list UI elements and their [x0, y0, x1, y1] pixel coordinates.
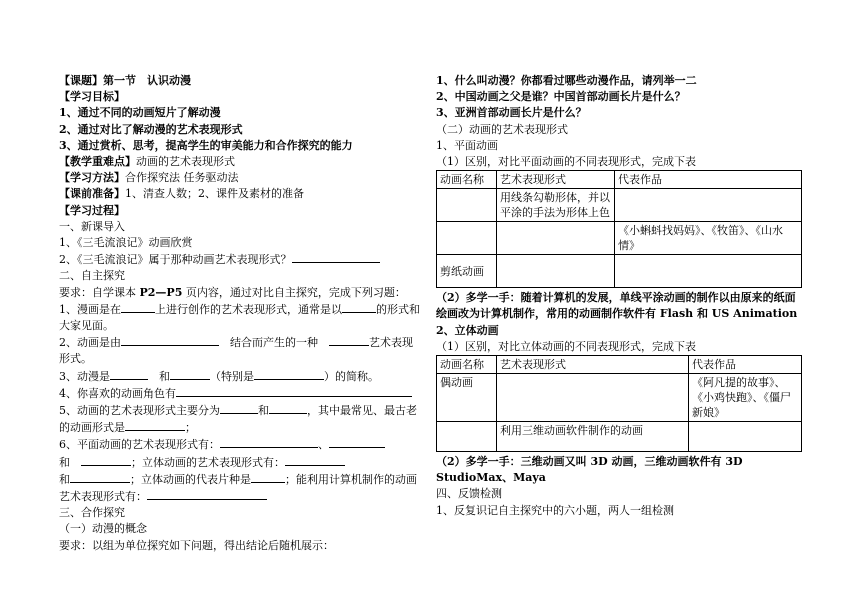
method-line	[59, 170, 421, 186]
table-cell[interactable]	[615, 255, 802, 288]
table-cell[interactable]: 剪纸动画	[437, 255, 497, 288]
prep-line	[59, 186, 421, 202]
table-header-cell: 艺术表现形式	[497, 356, 689, 374]
answer-blank[interactable]	[251, 471, 285, 483]
question-3	[59, 368, 421, 385]
question-text: 上进行创作的艺术表现形式，通常是以	[155, 302, 342, 316]
answer-blank[interactable]	[285, 454, 345, 466]
question-text: 艺术表现形式。	[59, 336, 413, 366]
question-text: 和	[258, 404, 269, 418]
answer-blank[interactable]	[254, 368, 324, 380]
answer-blank[interactable]	[121, 334, 219, 346]
keypoints-value: 动画的艺术表现形式	[136, 155, 235, 169]
table-cell[interactable]	[497, 255, 615, 288]
table-header-cell: 动画名称	[437, 356, 497, 374]
table-row	[437, 189, 802, 222]
question-text: ；	[185, 421, 196, 435]
question-5	[59, 402, 421, 436]
question-4	[59, 385, 421, 402]
flat-animation-table	[436, 170, 802, 288]
answer-blank[interactable]	[147, 488, 267, 500]
flat-table-instruction: （1）区别，对比平面动画的不同表现形式，完成下表	[436, 155, 696, 169]
question-text: 和	[159, 369, 170, 383]
answer-blank[interactable]	[329, 436, 385, 448]
question-text: 4、你喜欢的动画角色有	[59, 386, 176, 400]
solid-tip: （2）多学一手：三维动画又叫 3D 动画，三维动画软件有 3D StudioMax、Maya	[436, 455, 743, 485]
answer-blank[interactable]	[110, 368, 148, 380]
group-requirement: 要求：以组为单位探究如下问题，得出结论后随机展示：	[59, 538, 334, 552]
answer-blank[interactable]	[70, 471, 130, 483]
answer-blank[interactable]	[220, 402, 258, 414]
goal-item: 1、通过不同的动画短片了解动漫	[59, 106, 221, 120]
table-cell[interactable]: 用线条勾勒形体，并以平涂的手法为形体上色	[497, 189, 615, 222]
answer-blank[interactable]	[170, 368, 210, 380]
goals-heading: 【学习目标】	[59, 90, 125, 104]
table-cell[interactable]: 利用三维动画软件制作的动画	[497, 422, 689, 452]
table-cell[interactable]	[497, 374, 689, 422]
answer-blank[interactable]	[176, 385, 412, 397]
table-cell[interactable]	[615, 189, 802, 222]
question-text: 、	[318, 438, 329, 452]
question-text: 的形式和大家见面。	[59, 302, 420, 333]
question-2	[59, 334, 421, 367]
question-text: ；立体动画的艺术表现形式有：	[131, 455, 285, 469]
prep-value: 1、清查人数；2、课件及素材的准备	[125, 187, 304, 201]
question-text: 和	[59, 455, 70, 469]
table-cell[interactable]	[437, 422, 497, 452]
question-6	[59, 436, 421, 505]
question-1	[59, 301, 421, 334]
feedback-item: 1、反复识记自主探究中的六小题，两人一组检测	[436, 503, 674, 517]
solid-animation-heading: 2、立体动画	[436, 323, 499, 337]
answer-blank[interactable]	[125, 419, 185, 431]
answer-blank[interactable]	[292, 251, 380, 263]
table-row	[437, 374, 802, 422]
section-heading: 二、自主探究	[59, 269, 125, 283]
table-cell[interactable]	[497, 222, 615, 255]
req-pages: P2—P5	[139, 285, 183, 299]
table-cell[interactable]: 《小蝌蚪找妈妈》、《牧笛》、《山水情》	[615, 222, 802, 255]
keypoints-line	[59, 154, 421, 170]
table-cell[interactable]: 偶动画	[437, 374, 497, 422]
table-header-cell: 艺术表现形式	[497, 171, 615, 189]
subsection-heading: （一）动漫的概念	[59, 522, 147, 536]
topic-label: 【课题】	[59, 74, 103, 87]
table-cell[interactable]	[437, 189, 497, 222]
right-column	[436, 73, 802, 519]
question-text: 5、动画的艺术表现形式主要分为	[59, 404, 220, 418]
table-row	[437, 222, 802, 255]
answer-blank[interactable]	[342, 301, 376, 313]
question-text: 2、动画是由	[59, 336, 121, 350]
process-heading: 【学习过程】	[59, 203, 125, 217]
question-text: 结合而产生的一种	[230, 336, 318, 350]
question-text: ）的简称。	[324, 369, 379, 383]
concept-question: 1、什么叫动漫？你都看过哪些动漫作品，请列举一二	[436, 74, 697, 87]
table-cell[interactable]: 《阿凡提的故事》、《小鸡快跑》、《僵尸新娘》	[689, 374, 802, 422]
question-text: 1、漫画是在	[59, 302, 121, 316]
intro-item-text: 2、《三毛流浪记》属于那种动画艺术表现形式？	[59, 253, 292, 267]
question-text: ；立体动画的代表片种是	[130, 472, 251, 486]
method-label: 【学习方法】	[59, 171, 125, 185]
table-row	[437, 422, 802, 452]
section-heading: 三、合作探究	[59, 506, 125, 520]
self-study-requirement	[59, 285, 421, 301]
question-text: （特别是	[210, 369, 254, 383]
left-column	[59, 73, 421, 554]
solid-animation-table	[436, 355, 802, 452]
question-text: ；能利用计算机制作的动画艺术表现形式有：	[59, 472, 417, 504]
intro-item	[59, 251, 421, 268]
keypoints-label: 【教学重难点】	[59, 155, 136, 169]
section-heading: 一、新课导入	[59, 219, 125, 233]
goal-item: 2、通过对比了解动漫的艺术表现形式	[59, 122, 243, 136]
method-value: 合作探究法 任务驱动法	[125, 171, 239, 185]
table-row	[437, 255, 802, 288]
concept-question: 3、亚洲首部动画长片是什么？	[436, 106, 587, 120]
table-header-row	[437, 171, 802, 189]
subsection-heading: （二）动画的艺术表现形式	[436, 122, 568, 136]
req-text: 页内容，通过对比自主探究，完成下列习题：	[182, 285, 406, 299]
section-heading: 四、反馈检测	[436, 487, 502, 501]
flat-tip: （2）多学一手：随着计算机的发展，单线平涂动画的制作以由原来的纸面绘画改为计算机制作，常用的动画制作软件有 Flash 和 US Animation	[436, 291, 798, 321]
concept-question: 2、中国动画之父是谁？中国首部动画长片是什么？	[436, 90, 686, 104]
table-header-cell: 代表作品	[615, 171, 802, 189]
topic-value: 第一节 认识动漫	[103, 74, 191, 87]
prep-label: 【课前准备】	[59, 187, 125, 201]
req-text: 要求：自学课本	[59, 285, 140, 299]
table-header-row	[437, 356, 802, 374]
topic-line	[59, 73, 421, 89]
question-text: 和	[59, 472, 70, 486]
solid-table-instruction: （1）区别，对比立体动画的不同表现形式，完成下表	[436, 339, 696, 353]
answer-blank[interactable]	[269, 402, 307, 414]
flat-animation-heading: 1、平面动画	[436, 138, 498, 152]
table-cell[interactable]	[437, 222, 497, 255]
question-text: ，其中最常见、最古老的动画形式是	[59, 404, 417, 435]
goal-item: 3、通过赏析、思考，提高学生的审美能力和合作探究的能力	[59, 138, 353, 152]
table-cell[interactable]	[689, 422, 802, 452]
table-header-cell: 动画名称	[437, 171, 497, 189]
answer-blank[interactable]	[329, 334, 369, 346]
answer-blank[interactable]	[121, 301, 155, 313]
table-header-cell: 代表作品	[689, 356, 802, 374]
question-text: 6、平面动画的艺术表现形式有：	[59, 438, 220, 452]
answer-blank[interactable]	[81, 454, 131, 466]
question-text: 3、动漫是	[59, 369, 110, 383]
intro-item: 1、《三毛流浪记》动画欣赏	[59, 236, 193, 250]
answer-blank[interactable]	[220, 436, 318, 448]
